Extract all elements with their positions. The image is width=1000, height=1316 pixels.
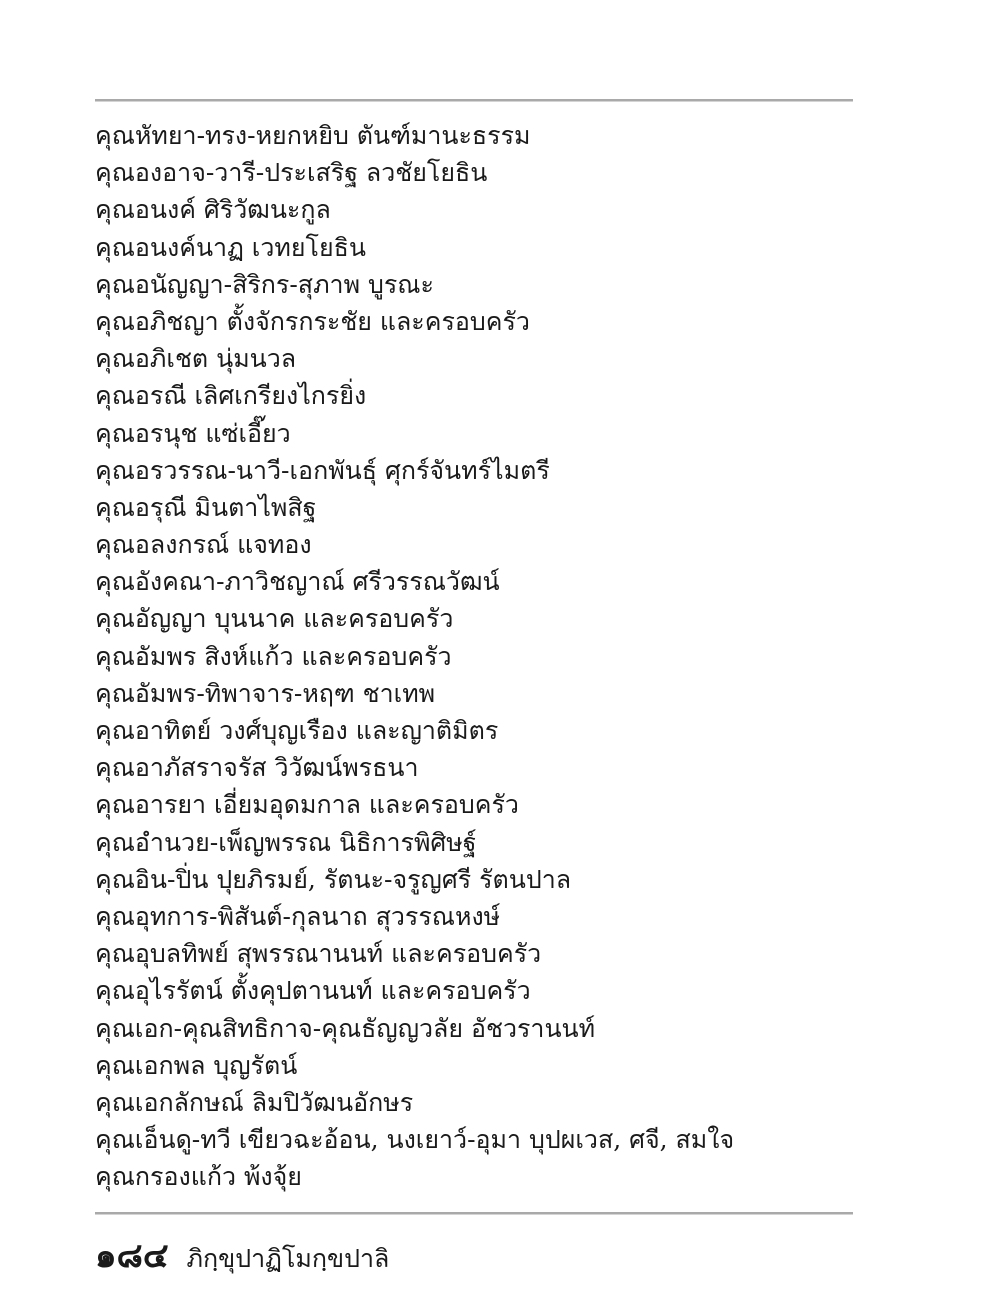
book-title: ภิกฺขุปาฏิโมกฺขปาลิ bbox=[186, 1244, 390, 1273]
list-item: คุณอนงค์ ศิริวัฒนะกูล bbox=[95, 195, 331, 225]
list-item: คุณเอก-คุณสิทธิกาจ-คุณธัญญวลัย อัชวรานนท์ bbox=[95, 1013, 596, 1043]
page-number: ๑๘๔ bbox=[95, 1236, 169, 1276]
list-item: คุณองอาจ-วารี-ประเสริฐ ลวชัยโยธิน bbox=[95, 158, 488, 188]
list-item: คุณอังคณา-ภาวิชญาณ์ ศรีวรรณวัฒน์ bbox=[95, 567, 500, 597]
bottom-divider bbox=[95, 1212, 853, 1215]
top-divider bbox=[95, 99, 853, 102]
list-item: คุณอาทิตย์ วงศ์บุญเรือง และญาติมิตร bbox=[95, 716, 499, 745]
list-item: คุณอาภัสราจรัส วิวัฒน์พรธนา bbox=[95, 753, 419, 783]
list-item: คุณอุไรรัตน์ ตั้งคุปตานนท์ และครอบครัว bbox=[95, 976, 531, 1006]
list-item: คุณเอกพล บุญรัตน์ bbox=[95, 1050, 298, 1080]
list-item: คุณอนงค์นาฏ เวทยโยธิน bbox=[95, 232, 366, 262]
list-item: คุณอรนุช แซ่เอี๊ยว bbox=[95, 418, 291, 448]
list-item: คุณอรณี เลิศเกรียงไกรยิ่ง bbox=[95, 381, 367, 411]
list-item: คุณอรุณี มินตาไพสิฐ bbox=[95, 492, 317, 522]
list-item: คุณอรวรรณ-นาวี-เอกพันธุ์ ศุกร์จันทร์ไมตรี bbox=[95, 455, 550, 485]
list-item: คุณอัมพร-ทิพาจาร-หฤฑ ชาเทพ bbox=[95, 678, 436, 708]
list-item: คุณอภิเชต นุ่มนวล bbox=[95, 344, 297, 374]
list-item: คุณหัทยา-ทรง-หยกหยิบ ตันฑ์มานะธรรม bbox=[95, 121, 531, 150]
list-item: คุณอุบลทิพย์ สุพรรณานนท์ และครอบครัว bbox=[95, 939, 542, 969]
list-item: คุณอัมพร สิงห์แก้ว และครอบครัว bbox=[95, 641, 452, 671]
donor-name-list bbox=[95, 117, 855, 1195]
list-item: คุณเอกลักษณ์ ลิมปิวัฒนอักษร bbox=[95, 1087, 414, 1117]
list-item: คุณอำนวย-เพ็ญพรรณ นิธิการพิศิษฐ์ bbox=[95, 827, 477, 857]
list-item: คุณอภิชญา ตั้งจักรกระชัย และครอบครัว bbox=[95, 306, 530, 336]
list-item: คุณอารยา เอี่ยมอุดมกาล และครอบครัว bbox=[95, 790, 519, 820]
list-item: คุณกรองแก้ว พ้งจุ้ย bbox=[95, 1162, 302, 1192]
list-item: คุณอัญญา บุนนาค และครอบครัว bbox=[95, 604, 454, 634]
list-item: คุณอุทการ-พิสันต์-กุลนาถ สุวรรณหงษ์ bbox=[95, 901, 501, 931]
list-item: คุณเอ็นดู-ทวี เขียวฉะอ้อน, นงเยาว์-อุมา บุปผเวส, ศจี, สมใจ bbox=[95, 1125, 735, 1155]
list-item: คุณอลงกรณ์ แจทอง bbox=[95, 530, 312, 560]
list-item: คุณอิน-ปิ่น ปุยภิรมย์, รัตนะ-จรูญศรี รัตนปาล bbox=[95, 864, 572, 894]
page-footer bbox=[95, 1228, 390, 1276]
list-item: คุณอนัญญา-สิริกร-สุภาพ บูรณะ bbox=[95, 269, 434, 299]
